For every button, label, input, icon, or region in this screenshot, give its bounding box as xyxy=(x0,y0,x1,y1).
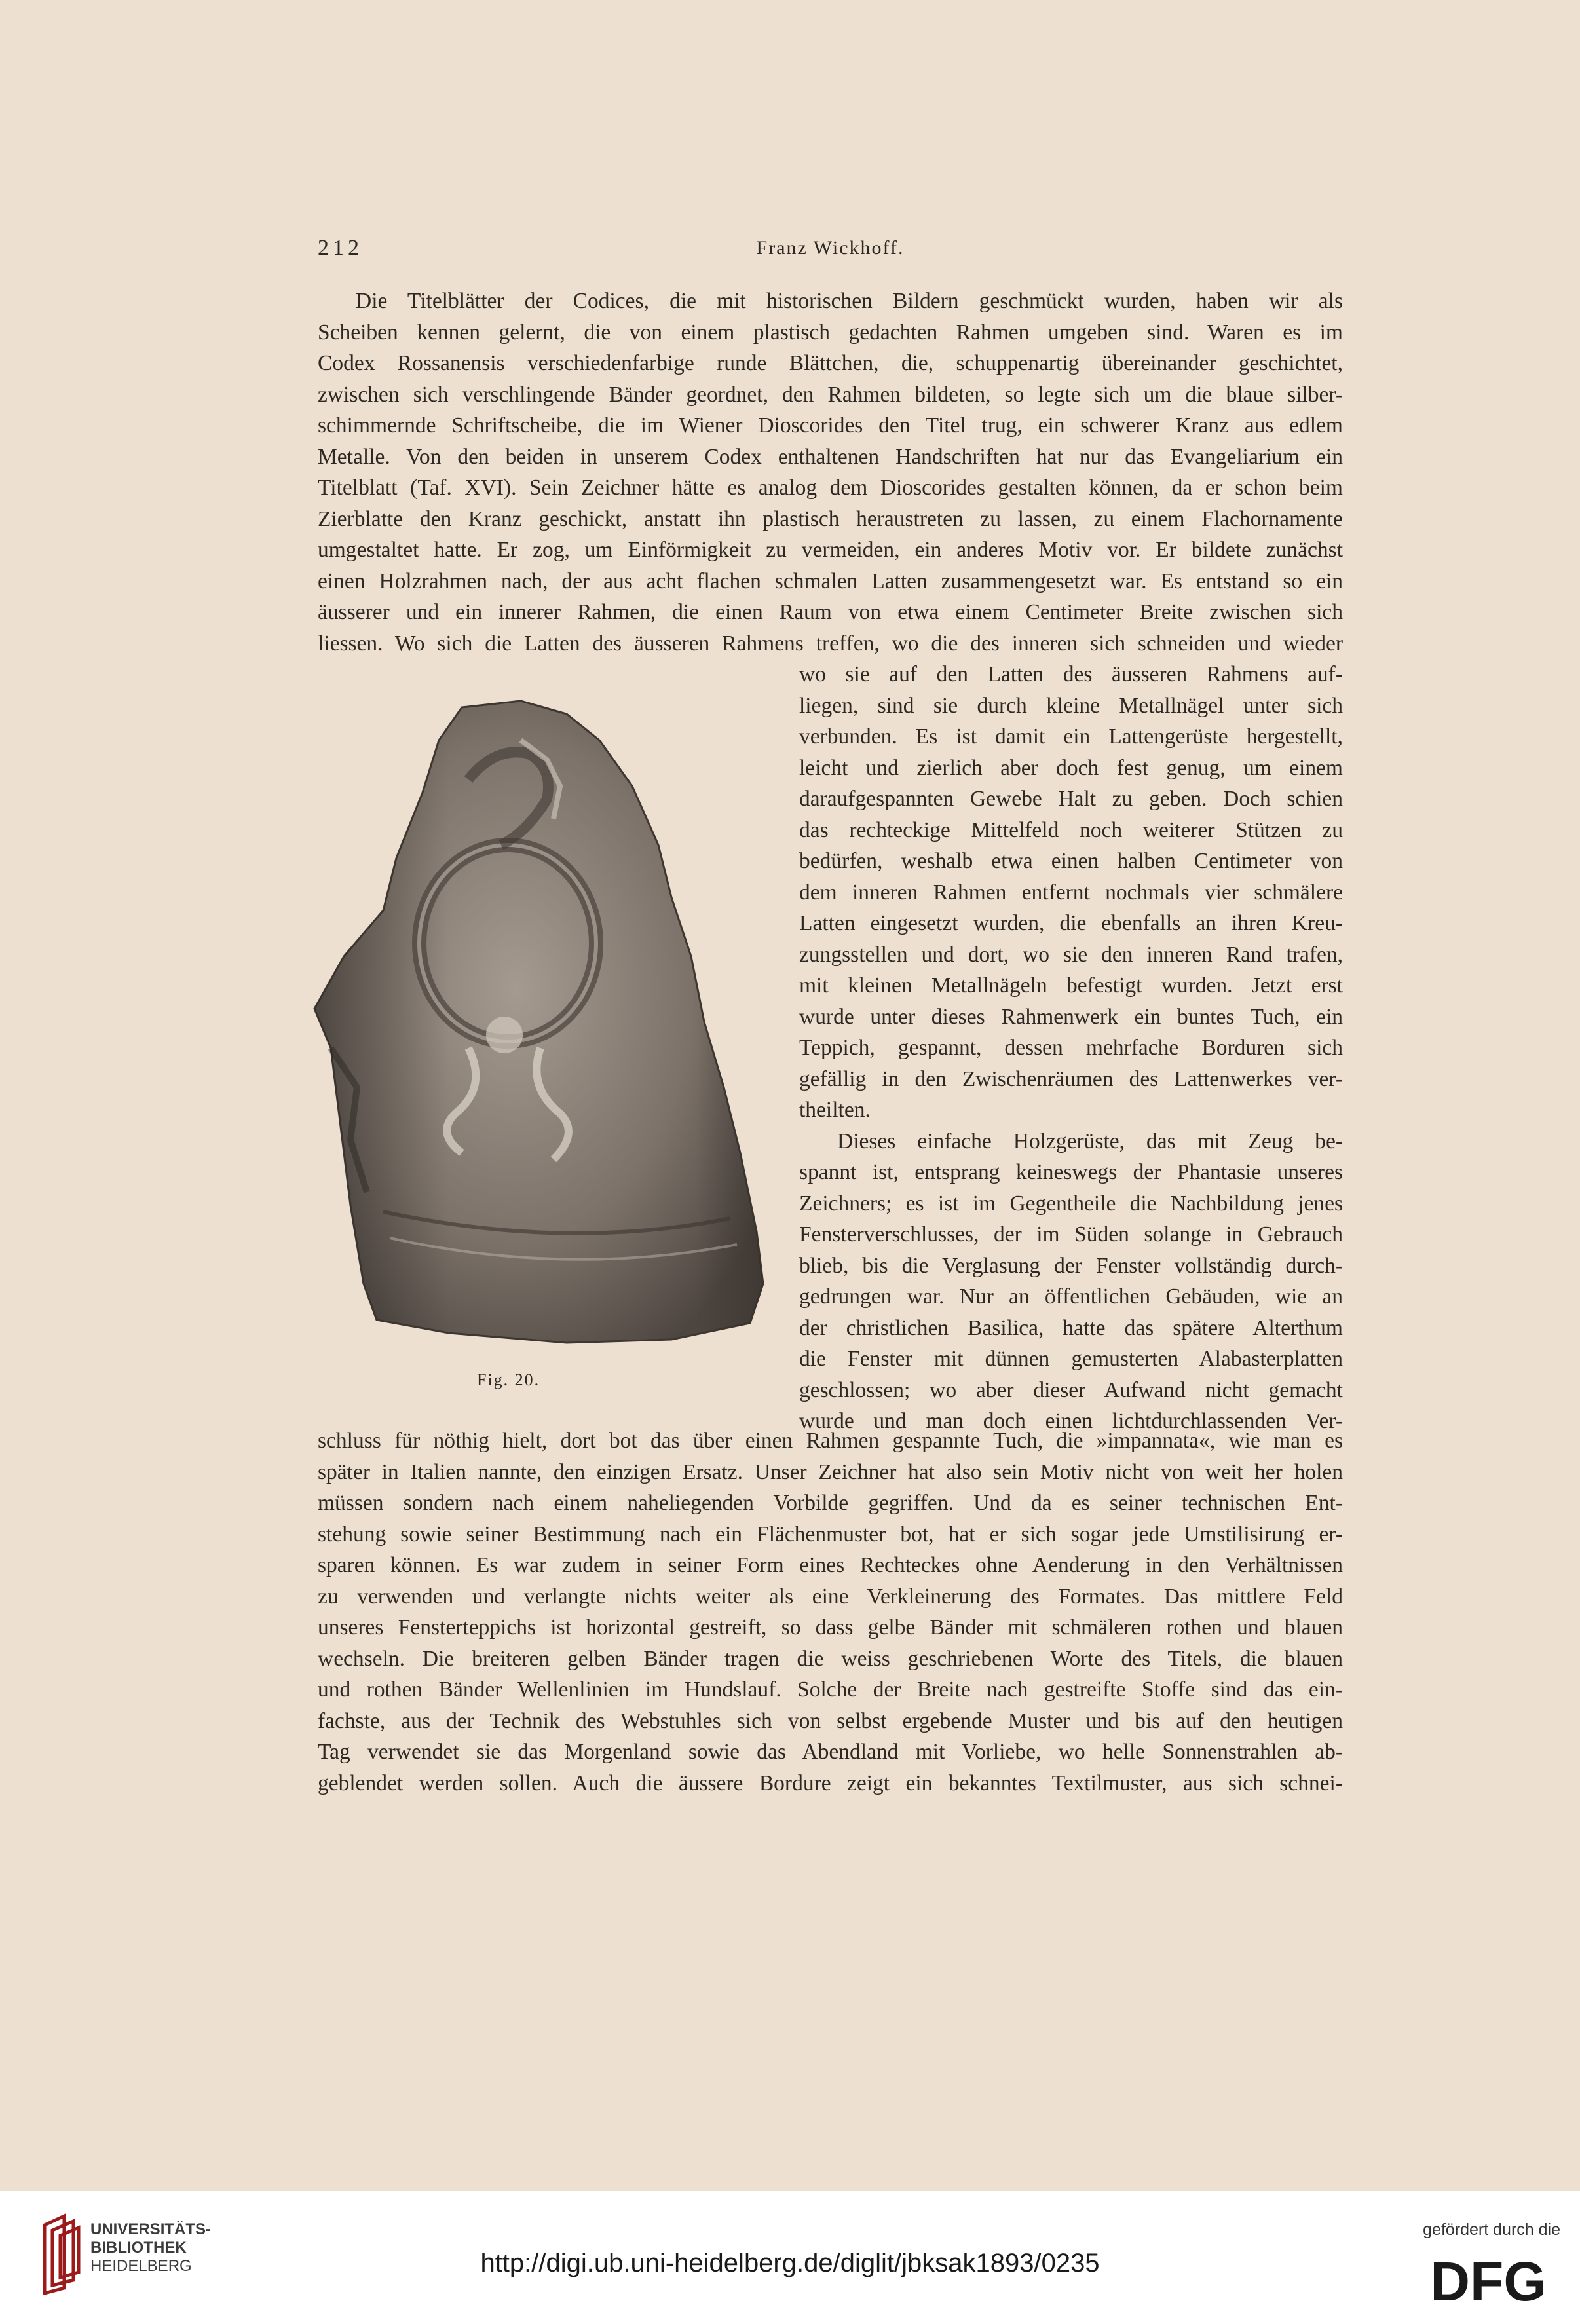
text-line: theilten. xyxy=(799,1098,871,1122)
text-line: Latten eingesetzt wurden, die ebenfalls an ihren Kreu- xyxy=(799,911,1343,935)
text-line: leicht und zierlich aber doch fest genug, um einem xyxy=(799,755,1343,780)
text-line: daraufgespannten Gewebe Halt zu geben. Doch schien xyxy=(799,787,1343,811)
text-line: stehung sowie seiner Bestimmung nach ein Flächenmuster bot, hat er sich sogar jede Umstilisirung er- xyxy=(318,1522,1343,1546)
paragraph-block-top xyxy=(318,286,1343,659)
dfg-logo-text: DFG xyxy=(1430,2253,1547,2306)
dfg-logo xyxy=(1416,2253,1560,2306)
paragraph-block-bottom xyxy=(318,1425,1343,1799)
text-line: gedrungen war. Nur an öffentlichen Gebäuden, wie an xyxy=(799,1284,1343,1309)
funding-note: gefördert durch die xyxy=(1423,2221,1560,2239)
text-line: mit kleinen Metallnägeln befestigt wurden. Jetzt erst xyxy=(799,973,1343,998)
text-line: Zierblatte den Kranz geschickt, anstatt ihn plastisch heraustreten zu lassen, zu einem Flachornamente xyxy=(318,506,1343,531)
text-line: der christlichen Basilica, hatte das spätere Alterthum xyxy=(799,1315,1343,1340)
text-line: verbunden. Es ist damit ein Lattengerüste hergestellt, xyxy=(799,724,1343,749)
text-line: Die Titelblätter der Codices, die mit historischen Bildern geschmückt wurden, haben wir als xyxy=(356,289,1343,313)
library-name-line3: HEIDELBERG xyxy=(90,2257,192,2275)
text-line: blieb, bis die Verglasung der Fenster vollständig durch- xyxy=(799,1253,1343,1278)
text-line: schimmernde Schriftscheibe, die im Wiener Dioscorides den Titel trug, ein schwerer Kranz aus edlem xyxy=(318,413,1343,438)
text-line: Teppich, gespannt, dessen mehrfache Borduren sich xyxy=(799,1036,1343,1060)
text-line: liegen, sind sie durch kleine Metallnägel unter sich xyxy=(799,693,1343,718)
text-line: fachste, aus der Technik des Webstuhles sich von selbst ergebende Muster und bis auf den heutigen xyxy=(318,1708,1343,1733)
text-line: später in Italien nannte, den einzigen Ersatz. Unser Zeichner hat also sein Motiv nicht von weit her holen xyxy=(318,1459,1343,1484)
library-name-line1: UNIVERSITÄTS- xyxy=(90,2221,212,2238)
text-line: geblendet werden sollen. Auch die äussere Bordure zeigt ein bekanntes Textilmuster, aus sich schnei- xyxy=(318,1771,1343,1795)
text-line: geschlossen; wo aber dieser Aufwand nicht gemacht xyxy=(799,1378,1343,1402)
text-line: äusserer und ein innerer Rahmen, die einen Raum von etwa einem Centimeter Breite zwischen sich xyxy=(318,600,1343,624)
text-line: Codex Rossanensis verschiedenfarbige runde Blättchen, die, schuppenartig übereinander geschichtet, xyxy=(318,351,1343,375)
text-line: wechseln. Die breiteren gelben Bänder tragen die weiss geschriebenen Worte des Titels, die blauen xyxy=(318,1646,1343,1671)
text-line: liessen. Wo sich die Latten des äusseren Rahmens treffen, wo die des inneren sich schneiden und wieder xyxy=(318,631,1343,656)
text-line: zu verwenden und verlangte nichts weiter als eine Verkleinerung des Formates. Das mittlere Feld xyxy=(318,1584,1343,1609)
text-line: dem inneren Rahmen entfernt nochmals vier schmälere xyxy=(799,880,1343,905)
text-line: gefällig in den Zwischenräumen des Lattenwerkes ver- xyxy=(799,1066,1343,1091)
text-line: Tag verwendet sie das Morgenland sowie das Abendland mit Vorliebe, wo helle Sonnenstrahlen ab- xyxy=(318,1740,1343,1764)
figure-caption: Fig. 20. xyxy=(477,1370,540,1389)
text-line: Dieses einfache Holzgerüste, das mit Zeug be- xyxy=(837,1129,1343,1153)
footer-bar xyxy=(0,2191,1580,2324)
relief-fragment-image xyxy=(305,694,776,1349)
text-line: unseres Fensterteppichs ist horizontal gestreift, so dass gelbe Bänder mit schmäleren rothen und blauen xyxy=(318,1615,1343,1640)
text-line: sparen können. Es war zudem in seiner Form eines Rechteckes ohne Aenderung in den Verhältnissen xyxy=(318,1553,1343,1577)
text-line: wurde unter dieses Rahmenwerk ein buntes Tuch, ein xyxy=(799,1004,1343,1029)
text-line: Zeichners; es ist im Gegentheile die Nachbildung jenes xyxy=(799,1191,1343,1216)
text-line: Titelblatt (Taf. XVI). Sein Zeichner hätte es analog dem Dioscorides gestalten können, da er schon beim xyxy=(318,476,1343,500)
digital-copy-link[interactable]: http://digi.ub.uni-heidelberg.de/diglit/jbksak1893/0235 xyxy=(480,2249,1100,2277)
page-number: 212 xyxy=(318,236,363,260)
text-line: das rechteckige Mittelfeld noch weiterer Stützen zu xyxy=(799,817,1343,842)
text-line: einen Holzrahmen nach, der aus acht flachen schmalen Latten zusammengesetzt war. Es entstand so ein xyxy=(318,569,1343,593)
text-line: bedürfen, weshalb etwa einen halben Centimeter von xyxy=(799,849,1343,873)
text-line: Metalle. Von den beiden in unserem Codex enthaltenen Handschriften hat nur das Evangeliarium ein xyxy=(318,444,1343,469)
text-line: umgestaltet hatte. Er zog, um Einförmigkeit zu vermeiden, ein anderes Motiv vor. Er bildete zunächst xyxy=(318,538,1343,562)
text-line: zwischen sich verschlingende Bänder geordnet, den Rahmen bildeten, so legte sich um die blaue silber- xyxy=(318,382,1343,407)
text-line: wo sie auf den Latten des äusseren Rahmens auf- xyxy=(799,662,1343,686)
text-line: müssen sondern nach einem naheliegenden Vorbilde gegriffen. Und da es seiner technischen Ent- xyxy=(318,1491,1343,1515)
text-line: zungsstellen und dort, wo sie den inneren Rand trafen, xyxy=(799,942,1343,967)
text-line: schluss für nöthig hielt, dort bot das über einen Rahmen gespannte Tuch, die »impannata«, wie man es xyxy=(318,1429,1343,1453)
text-line: spannt ist, entsprang keineswegs der Phantasie unseres xyxy=(799,1160,1343,1184)
text-line: die Fenster mit dünnen gemusterten Alabasterplatten xyxy=(799,1347,1343,1371)
library-name-line2: BIBLIOTHEK xyxy=(90,2239,187,2257)
paragraph-block-right xyxy=(799,659,1343,1437)
figure-relief-fragment xyxy=(305,694,776,1349)
text-line: wurde und man doch einen lichtdurchlassenden Ver- xyxy=(799,1409,1343,1433)
running-title: Franz Wickhoff. xyxy=(756,237,905,259)
text-line: Fensterverschlusses, der im Süden solange in Gebrauch xyxy=(799,1222,1343,1246)
text-line: und rothen Bänder Wellenlinien im Hundslauf. Solche der Breite nach gestreifte Stoffe sind das ein- xyxy=(318,1677,1343,1702)
page-header xyxy=(318,236,1343,269)
text-line: Scheiben kennen gelernt, die von einem plastisch gedachten Rahmen umgeben sind. Waren es im xyxy=(318,320,1343,345)
